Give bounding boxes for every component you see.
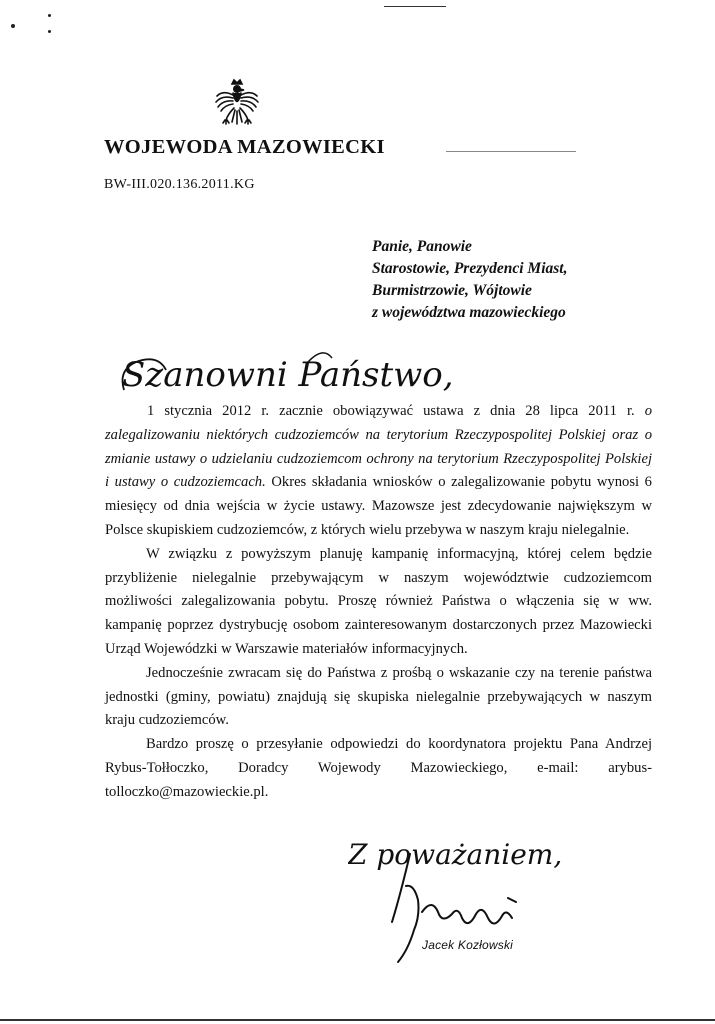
paragraph-1 bbox=[105, 400, 652, 543]
paragraph-3: Jednocześnie zwracam się do Państwa z prośbą o wskazanie czy na terenie państwa jednostki (gminy, powiatu) znajdują się skupiska nielegalnie przebywających w naszym kraju cudzoziemców. bbox=[105, 664, 652, 729]
scan-line-top bbox=[384, 6, 446, 7]
polish-eagle-emblem-icon bbox=[213, 78, 261, 134]
paragraph-2: W związku z powyższym planuję kampanię informacyjną, której celem będzie przybliżenie nielegalnie przebywającym w naszym województwie cudzoziemcom możliwości zalegalizowania pobytu. Proszę również Państwa o włączenia się w ww. kampanię poprzez dystrybucję osobom zainteresowanym dostarczonych przez Mazowiecki Urząd Wojewódzki w Warszawie materiałów informacyjnych. bbox=[105, 545, 652, 657]
signer-name: Jacek Kozłowski bbox=[422, 938, 514, 952]
paragraph-1-rest: Okres składania wniosków o zalegalizowanie pobytu wynosi 6 miesięcy od dnia wejścia w życie ustawy. Mazowsze jest zdecydowanie największym w Polsce skupiskiem cudzoziemców, z których wielu przebywa w naszym kraju nielegalnie. bbox=[105, 474, 652, 538]
scan-speck bbox=[48, 14, 51, 17]
addressee-line: z województwa mazowieckiego bbox=[372, 304, 566, 321]
paragraph-1-intro: 1 stycznia 2012 r. zacznie obowiązywać ustawa z dnia 28 lipca 2011 r. bbox=[147, 403, 635, 419]
closing-text: Z poważaniem, bbox=[348, 838, 563, 871]
paragraph-4: Bardzo proszę o przesyłanie odpowiedzi do koordynatora projektu Pana Andrzej Rybus-Tołłoczko, Doradcy Wojewody Mazowieckiego, e-mail: arybus-tolloczko@mazowieckie.pl. bbox=[105, 736, 652, 800]
scan-line-header bbox=[446, 151, 576, 152]
organization-title: WOJEWODA MAZOWIECKI bbox=[104, 136, 385, 158]
scan-line-bottom bbox=[0, 1019, 715, 1021]
greeting-text: Szanowni Państwo, bbox=[122, 355, 454, 395]
law-title: o zalegalizowaniu niektórych cudzoziemców na terytorium Rzeczypospolitej Polskiej oraz o zmianie ustawy o udzielaniu cudzoziemcom ochrony na terytorium Rzeczypospolitej Polskiej i ustawy o cudzoziemcach. bbox=[105, 403, 652, 491]
handwritten-closing-and-signature bbox=[348, 826, 598, 976]
scan-speck bbox=[11, 24, 15, 28]
addressee-block bbox=[372, 236, 567, 324]
letter-body bbox=[105, 400, 652, 805]
addressee-line: Burmistrzowie, Wójtowie bbox=[372, 282, 532, 299]
scan-speck bbox=[48, 30, 51, 33]
addressee-line: Starostowie, Prezydenci Miast, bbox=[372, 260, 568, 277]
addressee-line: Panie, Panowie bbox=[372, 238, 472, 255]
reference-number: BW-III.020.136.2011.KG bbox=[104, 177, 255, 192]
